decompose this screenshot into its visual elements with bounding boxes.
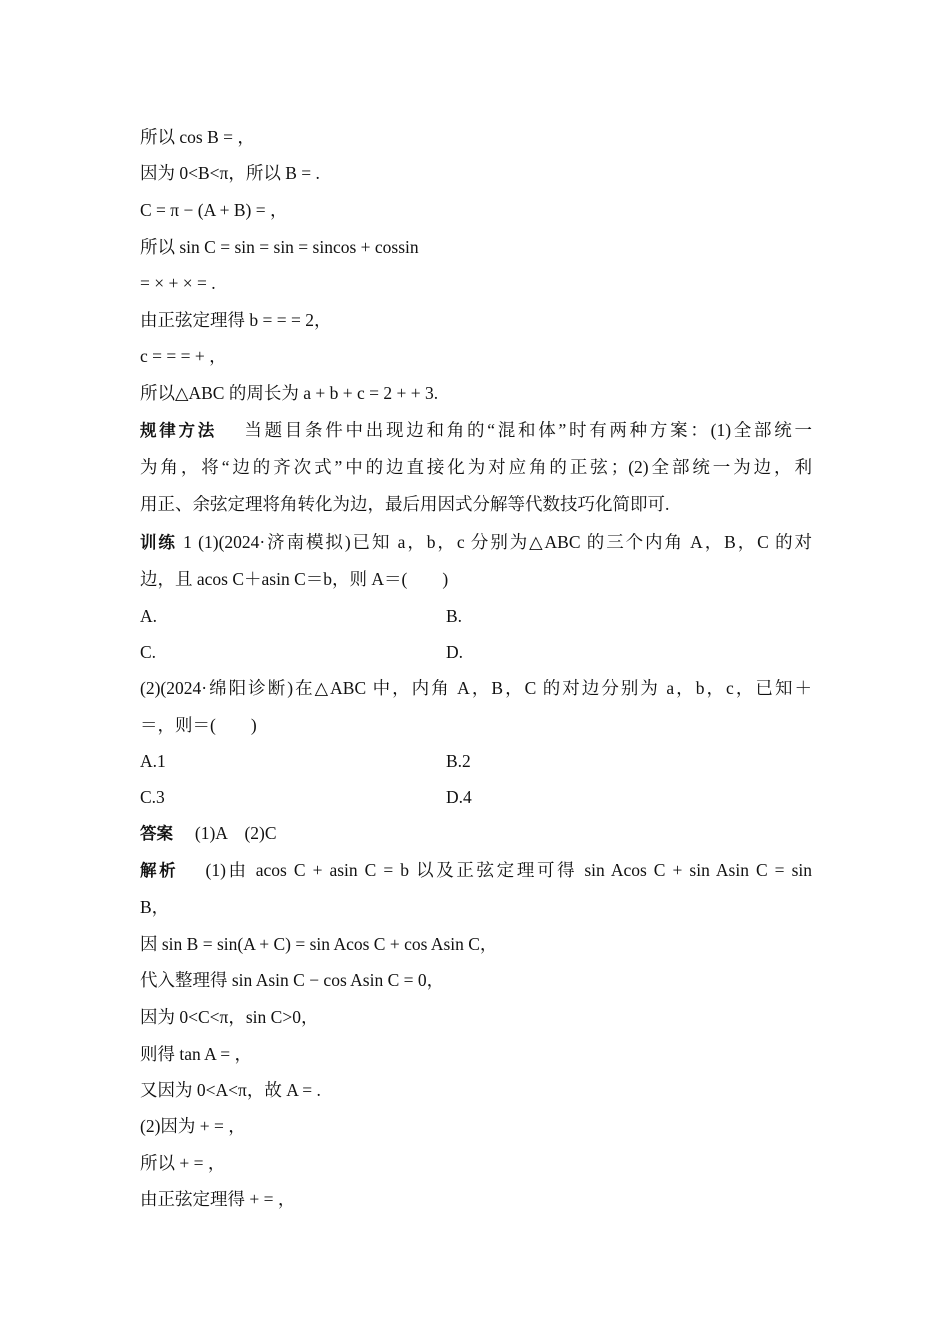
answer-text: (1)A (2)C: [194, 823, 277, 843]
method-title: 规律方法: [140, 421, 217, 440]
text-line: = × + × = .: [140, 273, 216, 293]
text-line: 因为 0<B<π，所以 B = .: [140, 163, 320, 183]
text-line: 所以△ABC 的周长为 a + b + c = 2 + + 3.: [140, 383, 439, 403]
question-line: ＝，则＝( ): [140, 715, 257, 735]
answer-title: 答案: [140, 824, 173, 843]
option-b: B.2: [446, 751, 471, 771]
option-a: A.: [140, 606, 158, 626]
method-paragraph-line: 为角，将“边的齐次式”中的边直接化为对应角的正弦；(2)全部统一为边，利: [140, 457, 812, 477]
method-text: 当题目条件中出现边和角的“混和体”时有两种方案：(1)全部统一: [244, 420, 812, 440]
analysis-line: 由正弦定理得 + = ，: [140, 1189, 296, 1209]
option-c: C.: [140, 642, 157, 662]
analysis-line: 代入整理得 sin Asin C − cos Asin C = 0，: [140, 970, 445, 990]
option-row: [140, 603, 812, 629]
analysis-line: 又因为 0<A<π，故 A = .: [140, 1080, 321, 1100]
text-line: 所以 sin C = sin = sin = sincos + cossin: [140, 237, 419, 257]
method-paragraph-line: [140, 417, 812, 444]
analysis-line: [140, 857, 812, 884]
training-text: 1 (1)(2024·济南模拟)已知 a，b，c 分别为△ABC 的三个内角 A，B，C 的对: [183, 532, 813, 552]
analysis-line: 所以 + = ，: [140, 1153, 226, 1173]
analysis-line: 因 sin B = sin(A + C) = sin Acos C + cos Asin C，: [140, 934, 498, 954]
text-line: 所以 cos B = ，: [140, 127, 255, 147]
option-d: D.4: [446, 787, 472, 807]
text-line: 由正弦定理得 b = = = 2，: [140, 310, 332, 330]
analysis-line: (2)因为 + = ，: [140, 1116, 246, 1136]
analysis-text: (1)由 acos C + asin C = b 以及正弦定理可得 sin Acos C + sin Asin C = sin: [205, 860, 813, 880]
option-d: D.: [446, 642, 464, 662]
method-paragraph-line: 用正、余弦定理将角转化为边，最后用因式分解等代数技巧化简即可.: [140, 494, 670, 514]
text-line: C = π − (A + B) = ，: [140, 200, 288, 220]
analysis-line: B，: [140, 897, 170, 917]
analysis-line: 则得 tan A = ，: [140, 1044, 252, 1064]
option-row: [140, 748, 812, 774]
option-a: A.1: [140, 751, 166, 771]
option-b: B.: [446, 606, 463, 626]
analysis-title: 解析: [140, 861, 179, 880]
answer-line: [140, 820, 812, 847]
question-line: (2)(2024·绵阳诊断)在△ABC 中，内角 A，B，C 的对边分别为 a，b，c，已知＋: [140, 678, 812, 698]
option-row: [140, 639, 812, 665]
training-title: 训练: [140, 533, 177, 552]
option-c: C.3: [140, 787, 165, 807]
analysis-line: 因为 0<C<π，sin C>0，: [140, 1007, 319, 1027]
text-line: c = = = + ，: [140, 346, 227, 366]
option-row: [140, 784, 812, 810]
training-line: 边，且 acos C＋asin C＝b，则 A＝( ): [140, 569, 449, 589]
training-line: [140, 529, 812, 556]
